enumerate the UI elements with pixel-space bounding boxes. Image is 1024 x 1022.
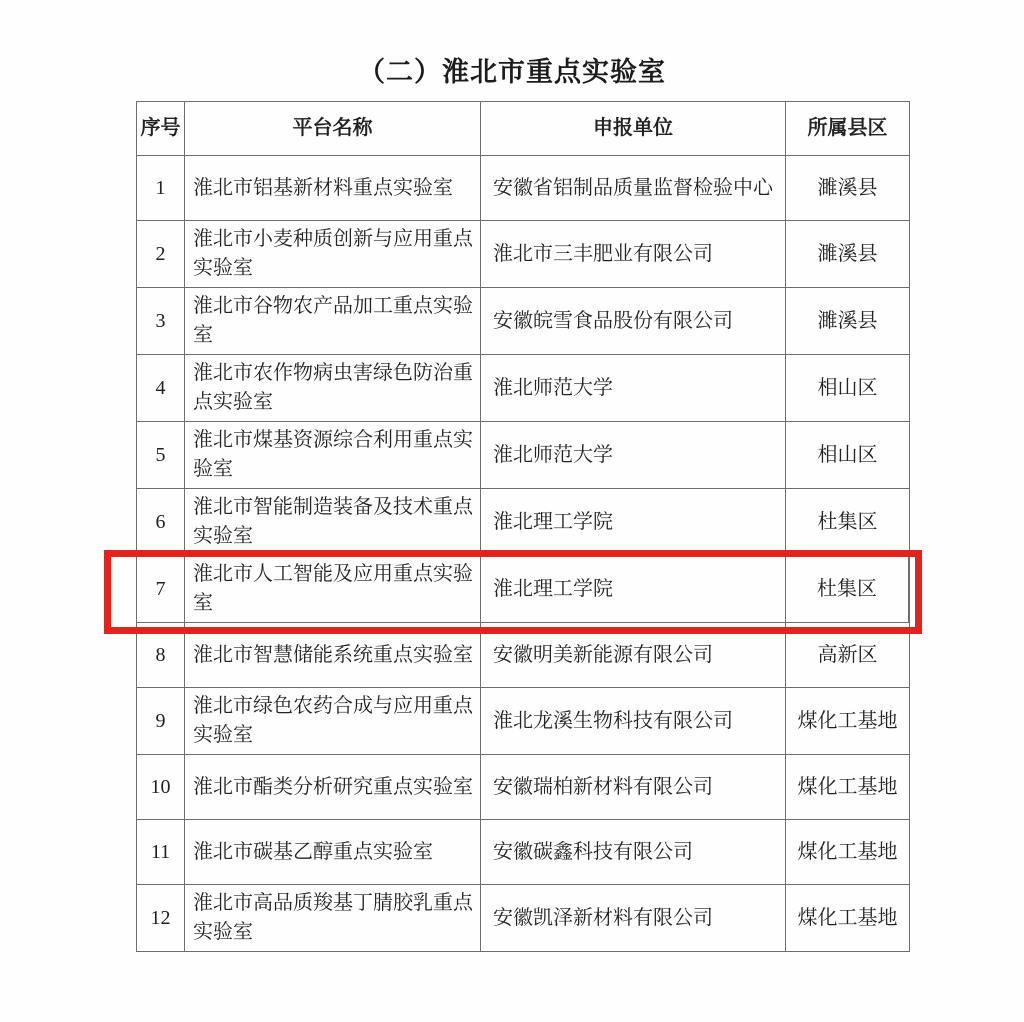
table-row xyxy=(137,885,909,951)
cell-district: 高新区 xyxy=(786,623,909,688)
cell-lab-name: 淮北市酯类分析研究重点实验室 xyxy=(185,755,481,820)
table-row xyxy=(137,688,909,755)
cell-no: 9 xyxy=(137,688,185,755)
cell-applicant: 淮北理工学院 xyxy=(481,489,786,556)
cell-applicant: 淮北理工学院 xyxy=(481,556,786,623)
cell-applicant: 淮北市三丰肥业有限公司 xyxy=(481,221,786,288)
cell-district: 相山区 xyxy=(786,355,909,422)
cell-no: 1 xyxy=(137,156,185,221)
table-row xyxy=(137,288,909,355)
cell-applicant: 安徽皖雪食品股份有限公司 xyxy=(481,288,786,355)
cell-no: 4 xyxy=(137,355,185,422)
header-no: 序号 xyxy=(137,102,185,156)
cell-district: 相山区 xyxy=(786,422,909,489)
table-body xyxy=(137,156,909,951)
cell-lab-name: 淮北市智能制造装备及技术重点实验室 xyxy=(185,489,481,556)
cell-no: 11 xyxy=(137,820,185,885)
cell-applicant: 安徽凯泽新材料有限公司 xyxy=(481,885,786,951)
table-row xyxy=(137,156,909,221)
header-district: 所属县区 xyxy=(786,102,909,156)
cell-no: 10 xyxy=(137,755,185,820)
cell-no: 2 xyxy=(137,221,185,288)
table-row xyxy=(137,755,909,820)
cell-no: 6 xyxy=(137,489,185,556)
table-row xyxy=(137,820,909,885)
header-applicant: 申报单位 xyxy=(481,102,786,156)
cell-no: 12 xyxy=(137,885,185,951)
cell-lab-name: 淮北市高品质羧基丁腈胶乳重点实验室 xyxy=(185,885,481,951)
cell-district: 煤化工基地 xyxy=(786,820,909,885)
table-row xyxy=(137,489,909,556)
cell-applicant: 淮北师范大学 xyxy=(481,422,786,489)
cell-applicant: 安徽瑞柏新材料有限公司 xyxy=(481,755,786,820)
cell-district: 煤化工基地 xyxy=(797,906,898,929)
header-name: 平台名称 xyxy=(185,102,481,156)
labs-table xyxy=(136,101,910,952)
cell-district: 杜集区 xyxy=(786,489,909,556)
cell-applicant: 安徽省铝制品质量监督检验中心 xyxy=(481,156,786,221)
cell-district: 濉溪县 xyxy=(786,288,909,355)
cell-no: 8 xyxy=(137,623,185,688)
cell-lab-name: 淮北市碳基乙醇重点实验室 xyxy=(185,820,481,885)
table-row xyxy=(137,422,909,489)
cell-district: 濉溪县 xyxy=(786,156,909,221)
table-row xyxy=(137,556,909,623)
cell-applicant: 淮北龙溪生物科技有限公司 xyxy=(481,688,786,755)
cell-lab-name: 淮北市小麦种质创新与应用重点实验室 xyxy=(185,221,481,288)
table-row xyxy=(137,623,909,688)
cell-district: 杜集区 xyxy=(786,556,909,623)
cell-district: 煤化工基地 xyxy=(786,688,909,755)
cell-no: 7 xyxy=(137,556,185,623)
table-row xyxy=(137,355,909,422)
cell-district: 濉溪县 xyxy=(786,221,909,288)
table-header-row xyxy=(137,102,909,156)
cell-district: 煤化工基地 xyxy=(786,755,909,820)
cell-lab-name: 淮北市绿色农药合成与应用重点实验室 xyxy=(185,688,481,755)
cell-no: 5 xyxy=(137,422,185,489)
table-row xyxy=(137,221,909,288)
cell-applicant: 淮北师范大学 xyxy=(481,355,786,422)
cell-lab-name: 淮北市人工智能及应用重点实验室 xyxy=(185,556,481,623)
cell-applicant: 安徽碳鑫科技有限公司 xyxy=(481,820,786,885)
page-title: （二）淮北市重点实验室 xyxy=(358,57,666,87)
cell-no: 3 xyxy=(137,288,185,355)
cell-lab-name: 淮北市谷物农产品加工重点实验室 xyxy=(185,288,481,355)
cell-lab-name: 淮北市铝基新材料重点实验室 xyxy=(185,156,481,221)
cell-applicant: 安徽明美新能源有限公司 xyxy=(481,623,786,688)
cell-lab-name: 淮北市煤基资源综合利用重点实验室 xyxy=(185,422,481,489)
cell-lab-name: 淮北市智慧储能系统重点实验室 xyxy=(185,623,481,688)
cell-lab-name: 淮北市农作物病虫害绿色防治重点实验室 xyxy=(185,355,481,422)
